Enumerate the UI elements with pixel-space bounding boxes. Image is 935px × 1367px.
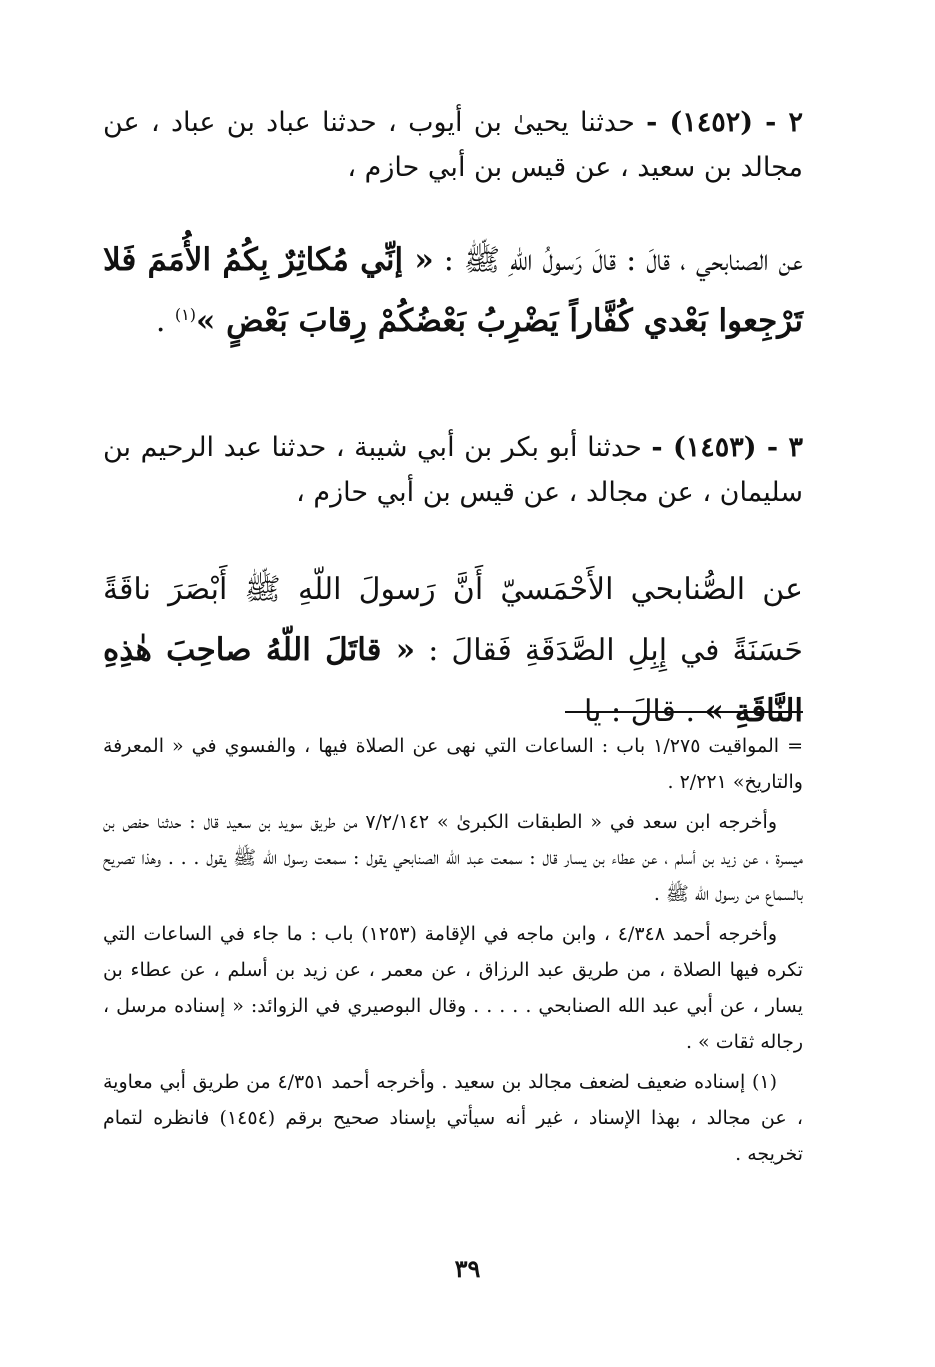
hadith-1453-matn (103, 560, 803, 742)
footnote-ahmad: وأخرجه أحمد ٤/٣٤٨ ، وابن ماجه في الإقامة (١٢٥٣) باب : ما جاء في الساعات التي تكره فيها الصلاة ، من طريق عبد الرزاق ، عن معمر ، عن زيد بن أسلم ، عن عطاء بن يسار ، عن أبي عبد الله الصنابحي . . . . . وقال البوصيري في الزوائد: « إسناده مرسل ، رجاله ثقات » . (103, 923, 803, 1053)
hadith-1453-intro: عن الصُّنابحي الأَحْمَسيّ أَنَّ رَسولَ اللّهِ ﷺ أَبْصَرَ ناقَةً حَسَنَةً في إِبِلِ الصَّدَقَةِ فَقالَ : (103, 572, 803, 668)
hadith-1452-number: ٢ - (١٤٥٢) - (646, 107, 803, 138)
hadith-1452-chain: حدثنا يحيىٰ بن أيوب ، حدثنا عباد بن عباد ، عن مجالد بن سعيد ، عن قيس بن أبي حازم ، (103, 107, 803, 183)
hadith-1452-intro: عن الصنابحي ، قالَ : قالَ رَسولُ اللّهِ ﷺ : (443, 243, 803, 278)
footnotes (103, 728, 803, 1176)
hadith-1453-number: ٣ - (١٤٥٣) - (651, 432, 803, 463)
hadith-1453-quote: « قاتَلَ اللّهُ صاحِبَ هٰذِهِ النَّاقَةِ » (103, 632, 803, 729)
hadith-1452-matn (103, 230, 803, 352)
footnote-ibn-sad: وأخرجه ابن سعد في « الطبقات الكبرىٰ » ٧/٢/١٤٢ من طريق سويد بن سعيد قال : حدثنا حفص بن ميسرة ، عن زيد بن أسلم ، عن عطاء بن يسار قال : سمعت عبد الله الصنابحي يقول : سمعت رسول الله ﷺ يقول . . . وهذا تصريح بالسماع من رسول الله ﷺ . (103, 811, 803, 905)
hadith-1453-end: . قالَ : يا (583, 694, 695, 729)
hadith-1452-quote: « إنِّي مُكاثِرٌ بِكُمُ الأُمَمَ فَلا تَرْجِعوا بَعْدي كُفَّاراً يَضْرِبُ بَعْضُكُمْ رِقابَ بَعْضٍ » (103, 242, 803, 339)
footnote-continuation: = المواقيت ١/٢٧٥ باب : الساعات التي نهى عن الصلاة فيها ، والفسوي في « المعرفة والتاريخ» ٢/٢٢١ . (103, 735, 803, 793)
hadith-1452-end: . (155, 304, 166, 339)
footnote-1: (١) إسناده ضعيف لضعف مجالد بن سعيد . وأخرجه أحمد ٤/٣٥١ من طريق أبي معاوية ، عن مجالد ، بهذا الإسناد ، غير أنه سيأتي بإسناد صحيح برقم (١٤٥٤) فانظره لتمام تخريجه . (103, 1071, 803, 1165)
footnote-ref-1: (١) (174, 305, 197, 324)
hadith-1453-isnad (103, 425, 803, 515)
hadith-1453-chain: حدثنا أبو بكر بن أبي شيبة ، حدثنا عبد الرحيم بن سليمان ، عن مجالد ، عن قيس بن أبي حازم ، (103, 432, 803, 508)
page-number: ٣٩ (454, 1254, 481, 1283)
hadith-1452-isnad (103, 100, 803, 190)
footnote-separator (565, 711, 803, 713)
